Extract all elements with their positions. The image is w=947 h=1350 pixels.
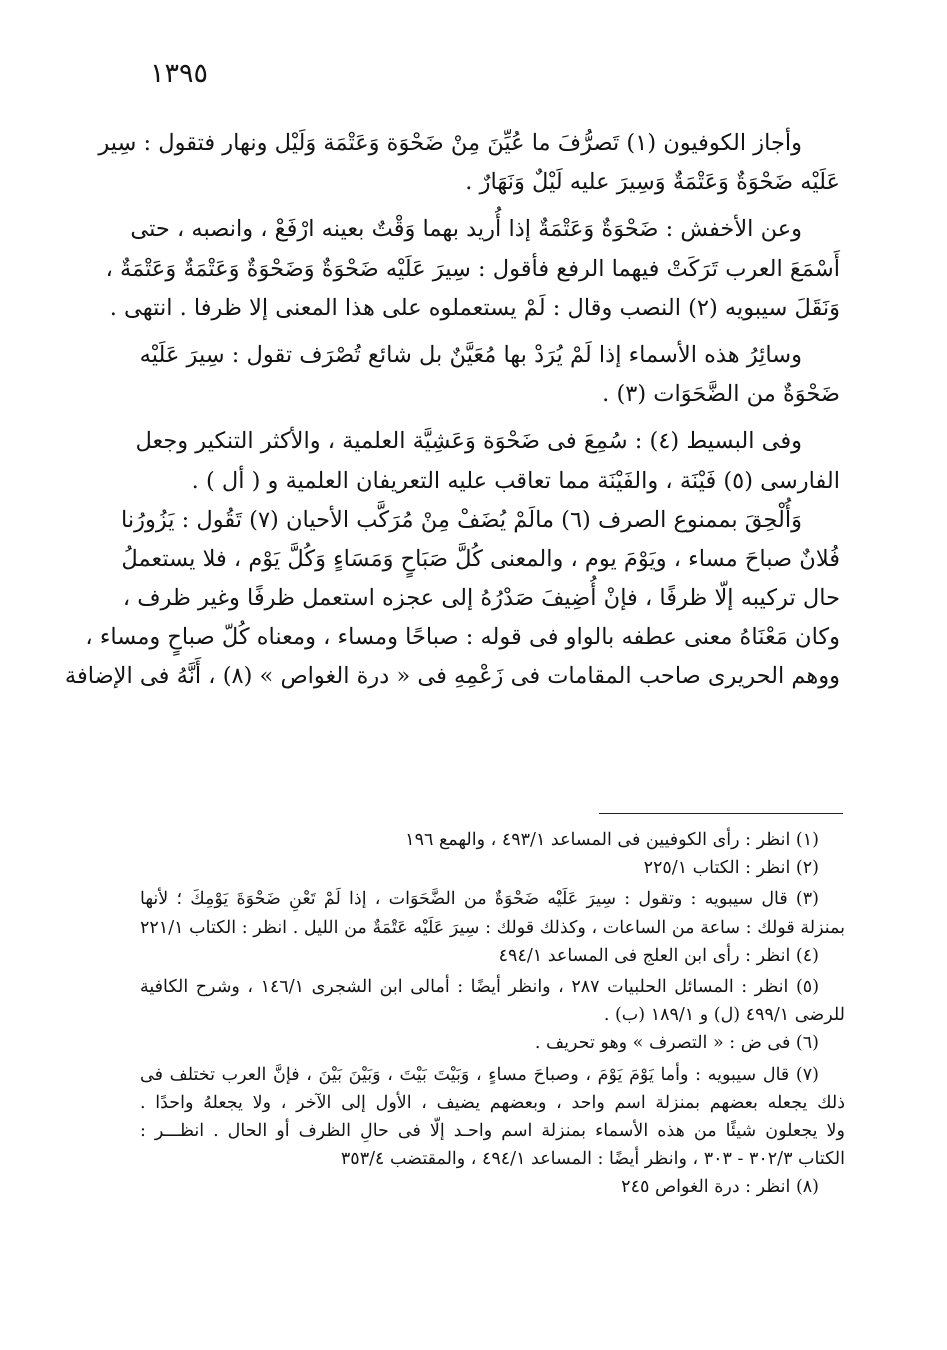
main-text: [64, 124, 840, 697]
text-line: وكان مَعْنَاهُ معنى عطفه بالواو فى قوله : صباحًا ومساء ، ومعناه كُلّ صباحٍ ومساء ،: [85, 624, 840, 651]
text-line: عَلَيْه ضَحْوَةٌ وَعَتْمَةٌ وَسِيرَ عليه لَيْلٌ وَنَهَارٌ .: [465, 169, 840, 196]
footnote-line: (٢) انظر : الكتاب ٢٢٥/١: [643, 858, 819, 879]
footnote-line: ولا يجعلون شيئًا من هذه الأسماء بمنزلة اسم واحـد إلّا فى حالِ الظرف أو الحال . انظـــر :: [140, 1120, 845, 1141]
footnote-line: (٣) قال سيبويه : وتقول : سِيرَ عَلَيْه ضَحْوَةٌ من الضَّحَوَات ، إذا لَمْ تَعْنِ ضَحْوَةَ يَوْمِكَ ؛ لأنها: [140, 889, 819, 910]
text-line: وأجاز الكوفيون (١) تَصرُّفَ ما عُيِّنَ مِنْ ضَحْوَة وَعَتْمَة وَلَيْل ونهار فتقول : سِير: [98, 130, 802, 156]
text-line: حال تركيبه إلّا ظرفًا ، فإنْ أُضِيفَ صَدْرُهُ إلى عجزه استعمل ظرفًا وغير ظرف ،: [122, 585, 840, 612]
footnote-separator: [599, 813, 843, 814]
footnote-line: ذلك يجعله بعضهم بمنزلة اسم واحد ، وبعضهم يضيف ، الأول إلى الآخر ، ولا يجعلهُ واحدًا .: [140, 1092, 845, 1113]
footnote-line: (٤) انظر : رأى ابن العلج فى المساعد ٤٩٤/١: [498, 945, 819, 966]
footnote-line: للرضى ٤٩٩/١ (ل) و ١٨٩/١ (ب) .: [603, 1005, 845, 1026]
text-line: وَأُلْحِقَ بممنوع الصرف (٦) مالَمْ يُضَفْ مِنْ مُرَكَّب الأحيان (٧) تَقُول : يَزُورُنا: [120, 506, 802, 533]
footnote-line: بمنزلة قولك : ساعة من الساعات ، وكذلك قولك : سِيرَ عَلَيْه عَتْمَةٌ من الليل . انظر : الكتاب ٢٢١/١: [140, 917, 845, 938]
text-line: الفارسى (٥) فَيْنَة ، والفَيْنَة مما تعاقب عليه التعريفان العلمية و ( أل ) .: [191, 467, 840, 494]
footnote-line: (٨) انظر : درة الغواص ٢٤٥: [621, 1177, 819, 1198]
footnotes: [140, 826, 845, 1201]
text-line: فُلانٌ صباحَ مساء ، ويَوْمَ يوم ، والمعنى كُلَّ صَبَاحٍ وَمَسَاءٍ وَكُلَّ يَوْم ، فلا يستعملُ: [121, 545, 840, 572]
paragraph-gap: [140, 328, 840, 336]
paragraph-gap: [140, 414, 840, 422]
page-number: ١٣٩٥: [150, 58, 209, 89]
text-line: وفى البسيط (٤) : سُمِعَ فى ضَحْوَة وَعَشِيَّة العلمية ، والأكثر التنكير وجعل: [135, 428, 802, 455]
text-line: أَسْمَعَ العرب تَرَكَتْ فيهما الرفع فأقول : سِيرَ عَلَيْه ضَحْوَةٌ وَضَحْوَةٌ وَعَتْمَةٌ وَعَتْمَةٌ ،: [105, 255, 840, 282]
paragraph-gap: [140, 202, 840, 210]
text-line: ضَحْوَةٌ من الضَّحَوَات (٣) .: [602, 381, 840, 408]
footnote-line: (٧) قال سيبويه : وأما يَوْمَ يَوْمَ ، وصباحَ مساءٍ ، وَبَيْتَ بَيْتَ ، وَبَيْنَ بَيْنَ ، فإنَّ العرب تختلف فى: [140, 1064, 819, 1085]
footnote-line: (٥) انظر : المسائل الحلبيات ٢٨٧ ، وانظر أيضًا : أمالى ابن الشجرى ١٤٦/١ ، وشرح الكافية: [140, 976, 820, 997]
text-line: وعن الأخفش : ضَحْوَةٌ وَعَتْمَةٌ إذا أُريد بهما وَقْتٌ بعينه ارْفَعْ ، وانصبه ، حتى: [130, 216, 802, 243]
text-line: وَنَقَلَ سيبويه (٢) النصب وقال : لَمْ يستعملوه على هذا المعنى إلا ظرفا . انتهى .: [109, 294, 840, 321]
footnote-line: الكتاب ٣٠٢/٣ - ٣٠٣ ، وانظر أيضًا : المساعد ٤٩٤/١ ، والمقتضب ٣٥٣/٤: [340, 1149, 845, 1170]
footnote-line: (١) انظر : رأى الكوفيين فى المساعد ٤٩٣/١ ، والهمع ١٩٦: [405, 830, 819, 850]
text-line: ووهم الحريرى صاحب المقامات فى زَعْمِهِ فى « درة الغواص » (٨) ، أَنَّهُ فى الإضافة: [64, 663, 840, 690]
footnote-line: (٦) فى ض : « التصرف » وهو تحريف .: [534, 1033, 819, 1054]
text-line: وسائِرُ هذه الأسماء إذا لَمْ يُرَدْ بها مُعَيَّنٌ بل شائع تُصْرَف تقول : سِيرَ عَلَيْه: [139, 341, 802, 368]
